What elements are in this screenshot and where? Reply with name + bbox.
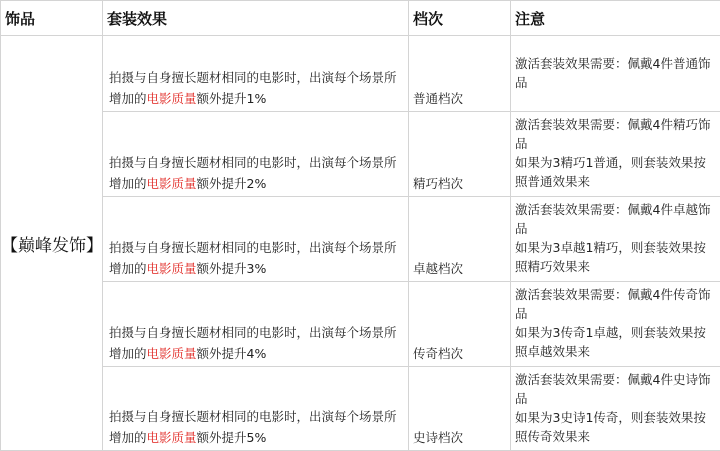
effect-suffix: 额外提升4% xyxy=(197,346,267,361)
effect-suffix: 额外提升5% xyxy=(197,430,267,445)
effect-suffix: 额外提升3% xyxy=(197,261,267,276)
effect-suffix: 额外提升1% xyxy=(197,91,267,106)
effect-cell xyxy=(103,282,409,367)
note-requirement: 激活套装效果需要：佩戴4件卓越饰品 xyxy=(515,200,716,238)
note-requirement: 激活套装效果需要：佩戴4件史诗饰品 xyxy=(515,370,716,408)
effect-suffix: 额外提升2% xyxy=(197,176,267,191)
note-cell xyxy=(511,36,720,112)
effect-text: 拍摄与自身擅长题材相同的电影时，出演每个场景所增加的 xyxy=(109,325,397,361)
note-requirement: 激活套装效果需要：佩戴4件普通饰品 xyxy=(515,54,716,92)
effect-cell xyxy=(103,197,409,282)
note-cell xyxy=(511,112,720,197)
table-row xyxy=(1,112,720,197)
effect-highlight: 电影质量 xyxy=(147,176,197,191)
effect-text: 拍摄与自身擅长题材相同的电影时，出演每个场景所增加的 xyxy=(109,70,397,106)
note-requirement: 激活套装效果需要：佩戴4件传奇饰品 xyxy=(515,285,716,323)
table-row xyxy=(1,282,720,367)
item-name-cell: 【巅峰发饰】 xyxy=(1,36,103,451)
tier-cell: 传奇档次 xyxy=(409,282,511,367)
note-cell xyxy=(511,282,720,367)
tier-cell: 精巧档次 xyxy=(409,112,511,197)
effect-text: 拍摄与自身擅长题材相同的电影时，出演每个场景所增加的 xyxy=(109,155,397,191)
tier-cell: 史诗档次 xyxy=(409,367,511,451)
note-requirement: 激活套装效果需要：佩戴4件精巧饰品 xyxy=(515,115,716,153)
header-set-effect: 套装效果 xyxy=(103,1,409,36)
table-row xyxy=(1,197,720,282)
effect-highlight: 电影质量 xyxy=(147,261,197,276)
tier-cell: 普通档次 xyxy=(409,36,511,112)
effect-highlight: 电影质量 xyxy=(147,91,197,106)
note-fallback: 如果为3史诗1传奇，则套装效果按照传奇效果来 xyxy=(515,408,716,446)
table-row xyxy=(1,36,720,112)
effect-highlight: 电影质量 xyxy=(147,346,197,361)
effect-cell xyxy=(103,112,409,197)
effect-text: 拍摄与自身擅长题材相同的电影时，出演每个场景所增加的 xyxy=(109,240,397,276)
note-cell xyxy=(511,197,720,282)
header-note: 注意 xyxy=(511,1,720,36)
tier-cell: 卓越档次 xyxy=(409,197,511,282)
effect-cell xyxy=(103,36,409,112)
effect-highlight: 电影质量 xyxy=(147,430,197,445)
note-fallback: 如果为3传奇1卓越，则套装效果按照卓越效果来 xyxy=(515,323,716,361)
header-tier: 档次 xyxy=(409,1,511,36)
table-header-row xyxy=(1,1,720,36)
note-fallback: 如果为3卓越1精巧，则套装效果按照精巧效果来 xyxy=(515,238,716,276)
note-fallback: 如果为3精巧1普通，则套装效果按照普通效果来 xyxy=(515,153,716,191)
effect-text: 拍摄与自身擅长题材相同的电影时，出演每个场景所增加的 xyxy=(109,409,397,445)
header-item: 饰品 xyxy=(1,1,103,36)
